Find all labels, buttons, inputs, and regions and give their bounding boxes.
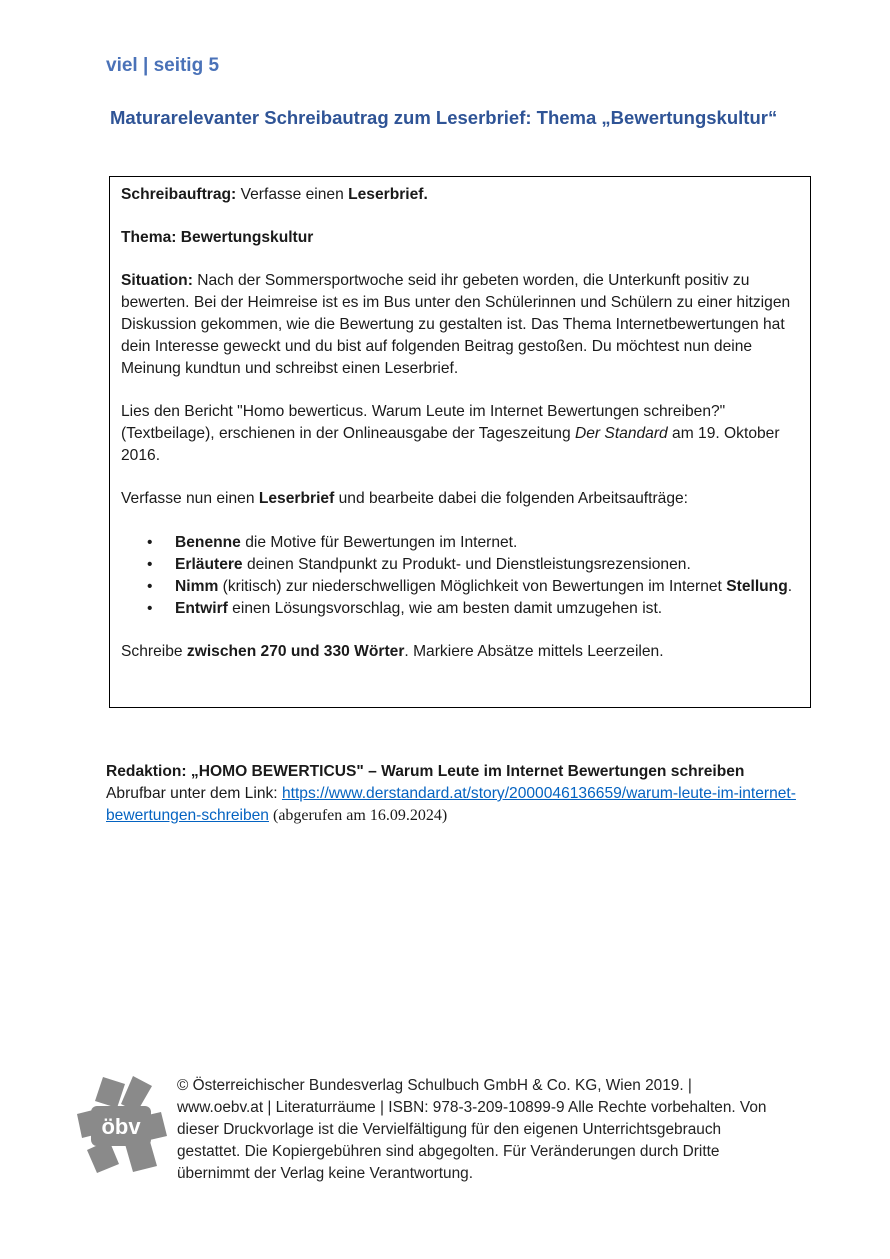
task-verb: Entwirf	[175, 600, 228, 617]
retrieved-date: (abgerufen am 16.09.2024)	[268, 807, 448, 824]
assignment-box	[109, 176, 811, 708]
task-text: (kritisch) zur niederschwelligen Möglichkeit von Bewertungen im Internet	[218, 578, 727, 595]
theme-heading: Thema: Bewertungskultur	[121, 229, 314, 246]
word-post: . Markiere Absätze mittels Leerzeilen.	[404, 643, 664, 660]
assignment-label: Schreibauftrag:	[121, 186, 237, 203]
assignment-text: Verfasse einen	[236, 186, 349, 203]
task-verb-2: Stellung	[726, 578, 788, 595]
situation-paragraph	[121, 270, 799, 380]
situation-label: Situation:	[121, 272, 193, 289]
instruction-bold: Leserbrief	[258, 490, 335, 507]
instruction-post: und bearbeite dabei die folgenden Arbeitsaufträge:	[334, 490, 688, 507]
task-verb: Benenne	[175, 534, 241, 551]
task-list	[121, 532, 799, 620]
source-link[interactable]: https://www.derstandard.at/story/2000046136659/warum-leute-im-internet-bewertungen-schreiben	[106, 785, 796, 824]
task-item-benenne	[175, 532, 799, 554]
word-count-paragraph	[121, 641, 799, 663]
page-title: Maturarelevanter Schreibautrag zum Leserbrief: Thema „Bewertungskultur“	[110, 107, 778, 128]
source-title: Redaktion: „HOMO BEWERTICUS" – Warum Leute im Internet Bewertungen schreiben	[106, 763, 745, 780]
assignment-line	[121, 184, 799, 206]
source-link-label: Abrufbar unter dem Link:	[106, 785, 282, 802]
word-range: zwischen 270 und 330 Wörter	[186, 643, 405, 660]
task-text: die Motive für Bewertungen im Internet.	[240, 534, 518, 551]
task-verb: Nimm	[175, 578, 219, 595]
source-reference	[106, 761, 796, 827]
reading-paragraph	[121, 401, 799, 467]
task-item-entwirf	[175, 598, 799, 620]
word-pre: Schreibe	[121, 643, 187, 660]
task-item-nimm-stellung	[175, 576, 799, 598]
oebv-logo-icon	[73, 1074, 169, 1174]
reading-end: am 19. Oktober 2016.	[121, 425, 780, 464]
task-text: einen Lösungsvorschlag, wie am besten damit umzugehen ist.	[227, 600, 663, 617]
reading-text: Lies den Bericht "Homo bewerticus. Warum Leute im Internet Bewertungen schreiben?" (Textbeilage), erschienen in der Onlineausgabe der Tageszeitung	[121, 403, 726, 442]
situation-text: Nach der Sommersportwoche seid ihr gebeten worden, die Unterkunft positiv zu bewerten. Bei der Heimreise ist es im Bus unter den Schülerinnen und Schülern zu einer hitzigen Diskussion gekommen, wie die Bewertung zu gestalten ist. Das Thema Internetbewertungen hat dein Interesse geweckt und du bist auf folgenden Beitrag gestoßen. Du möchtest nun deine Meinung kundtun und schreibst einen Leserbrief.	[121, 272, 791, 377]
source-link-line	[106, 783, 796, 827]
instruction-paragraph	[121, 488, 799, 510]
task-text: deinen Standpunkt zu Produkt- und Dienstleistungsrezensionen.	[242, 556, 691, 573]
logo-text: öbv	[101, 1114, 141, 1139]
task-end: .	[787, 578, 793, 595]
copyright-notice: © Österreichischer Bundesverlag Schulbuch GmbH & Co. KG, Wien 2019. | www.oebv.at | Literaturräume | ISBN: 978-3-209-10899-9 Alle Rechte vorbehalten. Von dieser Druckvorlage ist die Vervielfältigung für den eigenen Unterrichtsgebrauch gestattet. Die Kopiergebühren sind abgegolten. Für Veränderungen durch Dritte übernimmt der Verlag keine Verantwortung.	[177, 1077, 767, 1182]
instruction-pre: Verfasse nun einen	[121, 490, 259, 507]
task-verb: Erläutere	[175, 556, 243, 573]
task-item-erlaeutere	[175, 554, 799, 576]
header-brand: viel | seitig 5	[106, 55, 220, 76]
newspaper-name: Der Standard	[574, 425, 668, 442]
assignment-bold: Leserbrief.	[348, 186, 428, 203]
